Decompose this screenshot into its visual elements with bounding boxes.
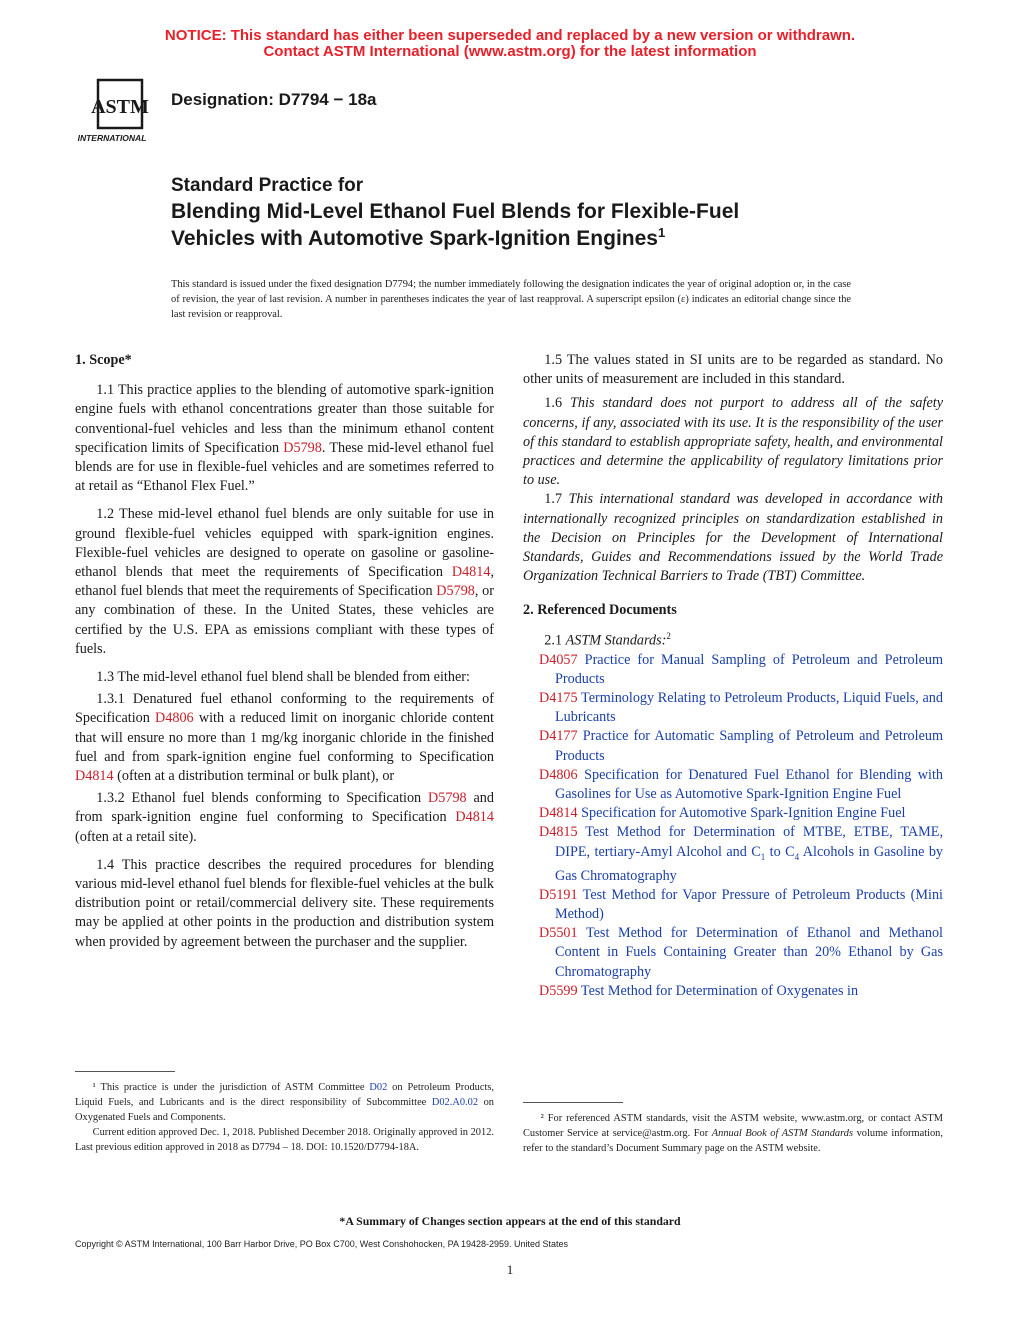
ref-link-d4814[interactable]: D4814 — [455, 809, 494, 826]
subcommittee-link-d02a002[interactable]: D02.A0.02 — [431, 1097, 479, 1108]
footnote-2-text: ² For referenced ASTM standards, visit the ASTM website, www.astm.org, or contact ASTM Customer Service at service@astm.org. For — [523, 1113, 943, 1139]
ref-code-d4806[interactable]: D4806 — [539, 766, 578, 783]
ref-code-d4814[interactable]: D4814 — [539, 805, 578, 822]
footnote-rule-right — [523, 1102, 623, 1103]
ref-item-d5191 — [523, 886, 943, 924]
ref-item-d4057 — [523, 651, 943, 689]
astm-logo-mark — [91, 80, 149, 128]
para-1-3-2-text-c: (often at a retail site). — [75, 828, 197, 845]
ref-link-d5798[interactable]: D5798 — [428, 790, 467, 807]
referenced-documents-heading: 2. Referenced Documents — [523, 602, 677, 619]
ref-title-d4175[interactable]: Terminology Relating to Petroleum Products, Liquid Fuels, and Lubricants — [555, 689, 943, 726]
ref-item-d5501 — [523, 924, 943, 982]
ref-code-d5191[interactable]: D5191 — [539, 886, 578, 903]
ref-title-d4815[interactable] — [555, 824, 943, 883]
para-1-3-2-text: 1.3.2 Ethanol fuel blends conforming to Specification — [96, 790, 429, 807]
para-1-7 — [523, 490, 943, 586]
para-1-2-text-c: , or any combination of these. In the United States, these vehicles are certified by the U.S. EPA as emissions compliant with these types of fuels. — [75, 583, 494, 657]
ref-title-d4057[interactable]: Practice for Manual Sampling of Petroleum and Petroleum Products — [555, 651, 943, 687]
ref-title-d4815-a: Test Method for Determination of MTBE, ETBE, TAME, DIPE, tertiary-Amyl Alcohol and C — [555, 824, 943, 860]
para-1-2-text-b: , ethanol fuel blends that meet the requirements of Specification — [75, 564, 494, 600]
para-2-1-label: ASTM Standards: — [565, 632, 667, 649]
ref-code-d4177[interactable]: D4177 — [539, 728, 578, 745]
footnote-1-edition: Current edition approved Dec. 1, 2018. Published December 2018. Originally approved in 2012. Last previous edition approved in 2018 as D7794 – 18. DOI: 10.1520/D7794-18A. — [75, 1127, 494, 1153]
footnote-rule-left — [75, 1071, 175, 1072]
para-1-1-text-b: . These mid-level ethanol fuel blends are for use in flexible-fuel vehicles and are sometimes referred to at retail as “Ethanol Flex Fuel.” — [75, 439, 494, 495]
para-1-7-number: 1.7 — [544, 491, 569, 508]
title-line-3 — [171, 227, 665, 251]
para-1-4: 1.4 This practice describes the required procedures for blending various mid-level ethanol fuel blends for flexible-fuel vehicles at the bulk distribution point or retail/commercial delivery site. These requirements may be applied at other points in the production and distribution system when provided by agreement between the purchaser and the supplier. — [75, 856, 494, 950]
ref-item-d4175 — [523, 689, 943, 727]
ref-link-d4814[interactable]: D4814 — [75, 768, 114, 785]
logo-sub-text: INTERNATIONAL — [77, 133, 147, 143]
ref-title-d4806[interactable]: Specification for Denatured Fuel Ethanol for Blending with Gasolines for Use as Automotive Spark-Ignition Engine Fuel — [555, 766, 943, 802]
para-1-2 — [75, 505, 494, 659]
para-1-3: 1.3 The mid-level ethanol fuel blend shall be blended from either: — [96, 669, 470, 686]
footnote-2-text-b: volume information, refer to the standard’s Document Summary page on the ASTM website. — [523, 1128, 943, 1154]
ref-title-d4815-b: to C — [765, 843, 795, 860]
ref-item-d4806 — [523, 766, 943, 804]
ref-link-d5798[interactable]: D5798 — [436, 583, 475, 600]
title-line-1: Standard Practice for — [171, 175, 364, 196]
para-1-3-1 — [75, 690, 494, 786]
footnote-1-text: ¹ This practice is under the jurisdiction of ASTM Committee — [92, 1082, 370, 1093]
right-column — [523, 351, 943, 1001]
title-line-2: Blending Mid-Level Ethanol Fuel Blends for Flexible-Fuel — [171, 200, 740, 223]
para-1-3-1-text: 1.3.1 Denatured fuel ethanol conforming to the requirements of Specification — [75, 691, 494, 727]
ref-link-d4814[interactable]: D4814 — [451, 564, 491, 581]
ref-item-d5599 — [523, 982, 943, 1001]
ref-code-d5501[interactable]: D5501 — [539, 925, 578, 942]
footnote-1-text-c: on Oxygenated Fuels and Components. — [75, 1097, 494, 1123]
ref-title-d4815-sub2: 4 — [794, 851, 800, 862]
ref-title-d4177[interactable]: Practice for Automatic Sampling of Petroleum and Petroleum Products — [555, 728, 943, 764]
astm-logo — [72, 78, 164, 146]
para-1-6 — [523, 394, 943, 490]
ref-item-d4814 — [523, 804, 943, 823]
page-number: 1 — [506, 1262, 514, 1277]
footnote-2 — [523, 1111, 943, 1156]
footnote-1 — [75, 1080, 494, 1155]
title-line-3-text: Vehicles with Automotive Spark-Ignition Engines — [171, 227, 658, 250]
scope-heading: 1. Scope* — [75, 352, 132, 368]
ref-link-d4806[interactable]: D4806 — [155, 710, 194, 727]
ref-item-d4177 — [523, 727, 943, 765]
para-1-3-1-text-c: (often at a distribution terminal or bulk plant), or — [113, 768, 395, 785]
title-footnote-mark: 1 — [657, 225, 666, 240]
left-column — [75, 351, 494, 952]
para-2-1 — [523, 627, 943, 651]
footnote-2-book-title: Annual Book of ASTM Standards — [711, 1128, 854, 1139]
para-1-2-text: 1.2 These mid-level ethanol fuel blends are only suitable for use in ground flexible-fuel vehicles equipped with spark-ignition engines. Flexible-fuel vehicles are designed to operate on gasoline or gasoline-ethanol blends that meet the requirements of Specification — [75, 506, 494, 581]
para-1-6-number: 1.6 — [544, 395, 571, 412]
ref-title-d5501[interactable]: Test Method for Determination of Ethanol and Methanol Content in Fuels Containing Greater than 20% Ethanol by Gas Chromatography — [555, 925, 943, 980]
committee-link-d02[interactable]: D02 — [369, 1082, 388, 1093]
para-1-1-text: 1.1 This practice applies to the blending of automotive spark-ignition engine fuels with ethanol concentrations greater than those suitable for conventional-fuel vehicles and less than the minimum ethanol content specification limits of Specification — [75, 382, 494, 456]
para-1-3-2 — [75, 789, 494, 847]
ref-link-d5798[interactable]: D5798 — [283, 439, 322, 456]
ref-title-d4814[interactable]: Specification for Automotive Spark-Ignition Engine Fuel — [577, 805, 906, 822]
ref-item-d4815 — [523, 823, 943, 885]
footnote-2-para — [523, 1111, 943, 1156]
ref-code-d4815[interactable]: D4815 — [539, 824, 578, 841]
summary-of-changes-note: *A Summary of Changes section appears at the end of this standard — [339, 1214, 681, 1228]
para-1-3-1-text-b: with a reduced limit on inorganic chloride content that will ensure no more than 1 mg/kg inorganic chloride in the finished fuel and from spark-ignition engine fuel conforming to Specification — [75, 710, 494, 765]
ref-code-d4057[interactable]: D4057 — [539, 651, 578, 668]
footnote-1-para — [75, 1080, 494, 1125]
footnote-1-text-b: on Petroleum Products, Liquid Fuels, and Lubricants and is the direct responsibility of Subcommittee — [75, 1082, 494, 1108]
footnote-2-mark: 2 — [666, 630, 671, 641]
ref-title-d5599[interactable]: Test Method for Determination of Oxygenates in — [577, 982, 859, 999]
ref-code-d4175[interactable]: D4175 — [539, 689, 578, 706]
notice-line-2: Contact ASTM International (www.astm.org) for the latest information — [263, 43, 757, 60]
para-1-7-text: This international standard was developed in accordance with internationally recognized principles on standardization established in the Decision on Principles for the Development of International Standards, Guides and Recommendations issued by the World Trade Organization Technical Barriers to Trade (TBT) Committee. — [523, 491, 943, 585]
para-1-6-text: This standard does not purport to address all of the safety concerns, if any, associated with its use. It is the responsibility of the user of this standard to establish appropriate safety, health, and environmental practices and determine the applicability of regulatory limitations prior to use. — [523, 395, 943, 489]
logo-mark-text: ASTM — [91, 96, 149, 118]
copyright-line: Copyright © ASTM International, 100 Barr Harbor Drive, PO Box C700, West Conshohocken, PA 19428-2959. United States — [75, 1239, 569, 1249]
intro-paragraph: This standard is issued under the fixed designation D7794; the number immediately following the designation indicates the year of original adoption or, in the case of revision, the year of last revision. A number in parentheses indicates the year of last reapproval. A superscript epsilon (ε) indicates an editorial change since the last revision or reapproval. — [171, 279, 851, 320]
ref-code-d5599[interactable]: D5599 — [539, 982, 578, 999]
notice-line-1: NOTICE: This standard has either been superseded and replaced by a new version or withdrawn. — [164, 27, 856, 44]
designation: Designation: D7794 − 18a — [171, 90, 377, 109]
para-1-3-2-text-b: and from spark-ignition engine fuel conforming to Specification — [75, 790, 494, 826]
para-1-5: 1.5 The values stated in SI units are to be regarded as standard. No other units of measurement are included in this standard. — [523, 352, 943, 388]
ref-title-d4815-sub1: 1 — [760, 851, 766, 862]
para-2-1-number: 2.1 — [544, 632, 566, 649]
ref-title-d4815-c: Alcohols in Gasoline by Gas Chromatography — [555, 843, 944, 884]
ref-title-d5191[interactable]: Test Method for Vapor Pressure of Petroleum Products (Mini Method) — [555, 886, 943, 923]
para-1-1 — [75, 381, 494, 496]
